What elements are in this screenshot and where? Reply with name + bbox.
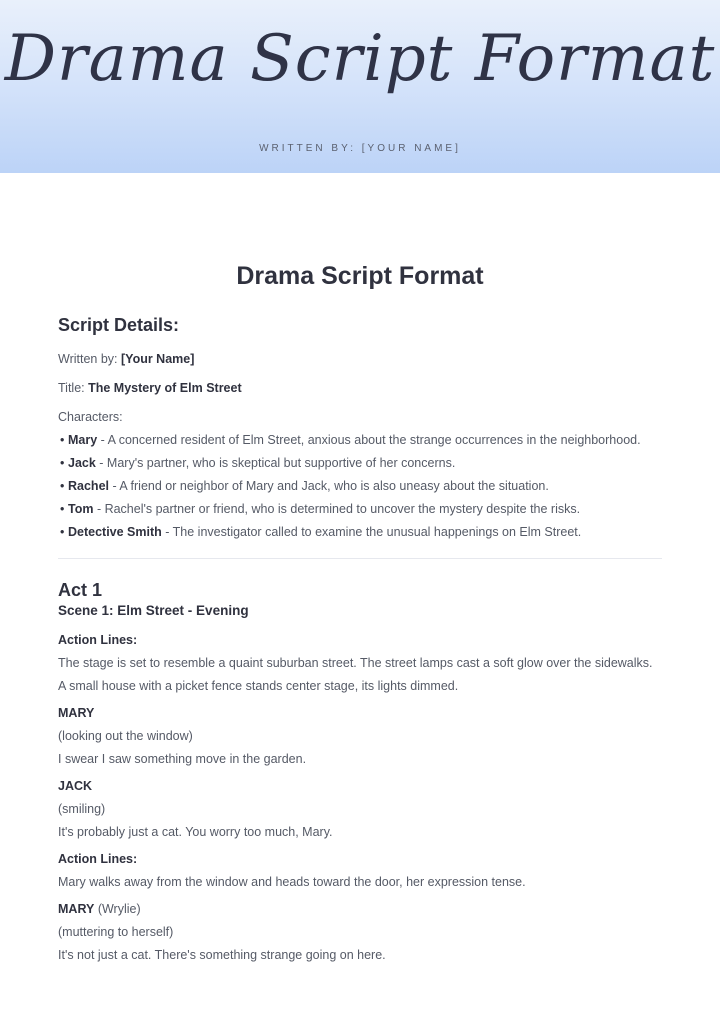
character-item [58,475,662,498]
title-value: The Mystery of Elm Street [88,381,242,395]
character-name: Jack [68,456,96,470]
characters-list [58,429,662,544]
parenthetical: (looking out the window) [58,729,193,743]
character-item [58,452,662,475]
character-item [58,498,662,521]
character-cue-jack: JACK [58,779,93,793]
character-desc: - A concerned resident of Elm Street, anxious about the strange occurrences in the neighborhood. [97,433,641,447]
written-by-value: [Your Name] [121,352,195,366]
written-by-line [58,348,662,371]
character-desc: - Rachel's partner or friend, who is determined to uncover the mystery despite the risks. [93,502,581,516]
section-divider [58,558,662,559]
parenthetical: (smiling) [58,802,106,816]
action-lines-label: Action Lines: [58,852,138,866]
character-cue-name: MARY [58,902,95,916]
characters-label: Characters: [58,410,123,424]
written-by-label: Written by: [58,352,118,366]
character-name: Rachel [68,479,109,493]
character-cue-mary: MARY [58,706,95,720]
banner-title: Drama Script Format [4,22,716,96]
character-desc: - Mary's partner, who is skeptical but supportive of her concerns. [95,456,456,470]
character-desc: - The investigator called to examine the unusual happenings on Elm Street. [161,525,582,539]
parenthetical: (muttering to herself) [58,925,174,939]
character-cue-mary-2 [58,898,662,921]
character-item [58,429,662,452]
character-item [58,521,662,544]
header-banner [0,0,720,173]
title-label: Title: [58,381,85,395]
dialogue-line: It's not just a cat. There's something strange going on here. [58,948,386,962]
title-line [58,377,662,400]
script-details-heading: Script Details: [58,315,180,335]
scene-title: Scene 1: Elm Street - Evening [58,603,249,618]
banner-subtitle: WRITTEN BY: [YOUR NAME] [259,143,461,154]
action-lines-text: Mary walks away from the window and heads toward the door, her expression tense. [58,875,526,889]
dialogue-line: I swear I saw something move in the garden. [58,752,307,766]
action-lines-text: The stage is set to resemble a quaint suburban street. The street lamps cast a soft glow over the sidewalks. A small house with a picket fence stands center stage, its lights dimmed. [58,656,653,693]
character-name: Mary [68,433,98,447]
dialogue-line: It's probably just a cat. You worry too much, Mary. [58,825,333,839]
action-lines-label: Action Lines: [58,633,138,647]
act-title: Act 1 [58,580,103,600]
character-name: Detective Smith [68,525,162,539]
document-title: Drama Script Format [236,262,484,290]
character-desc: - A friend or neighbor of Mary and Jack, who is also uneasy about the situation. [109,479,549,493]
character-cue-extension: (Wrylie) [94,902,141,916]
character-name: Tom [68,502,94,516]
document-body [58,262,662,967]
